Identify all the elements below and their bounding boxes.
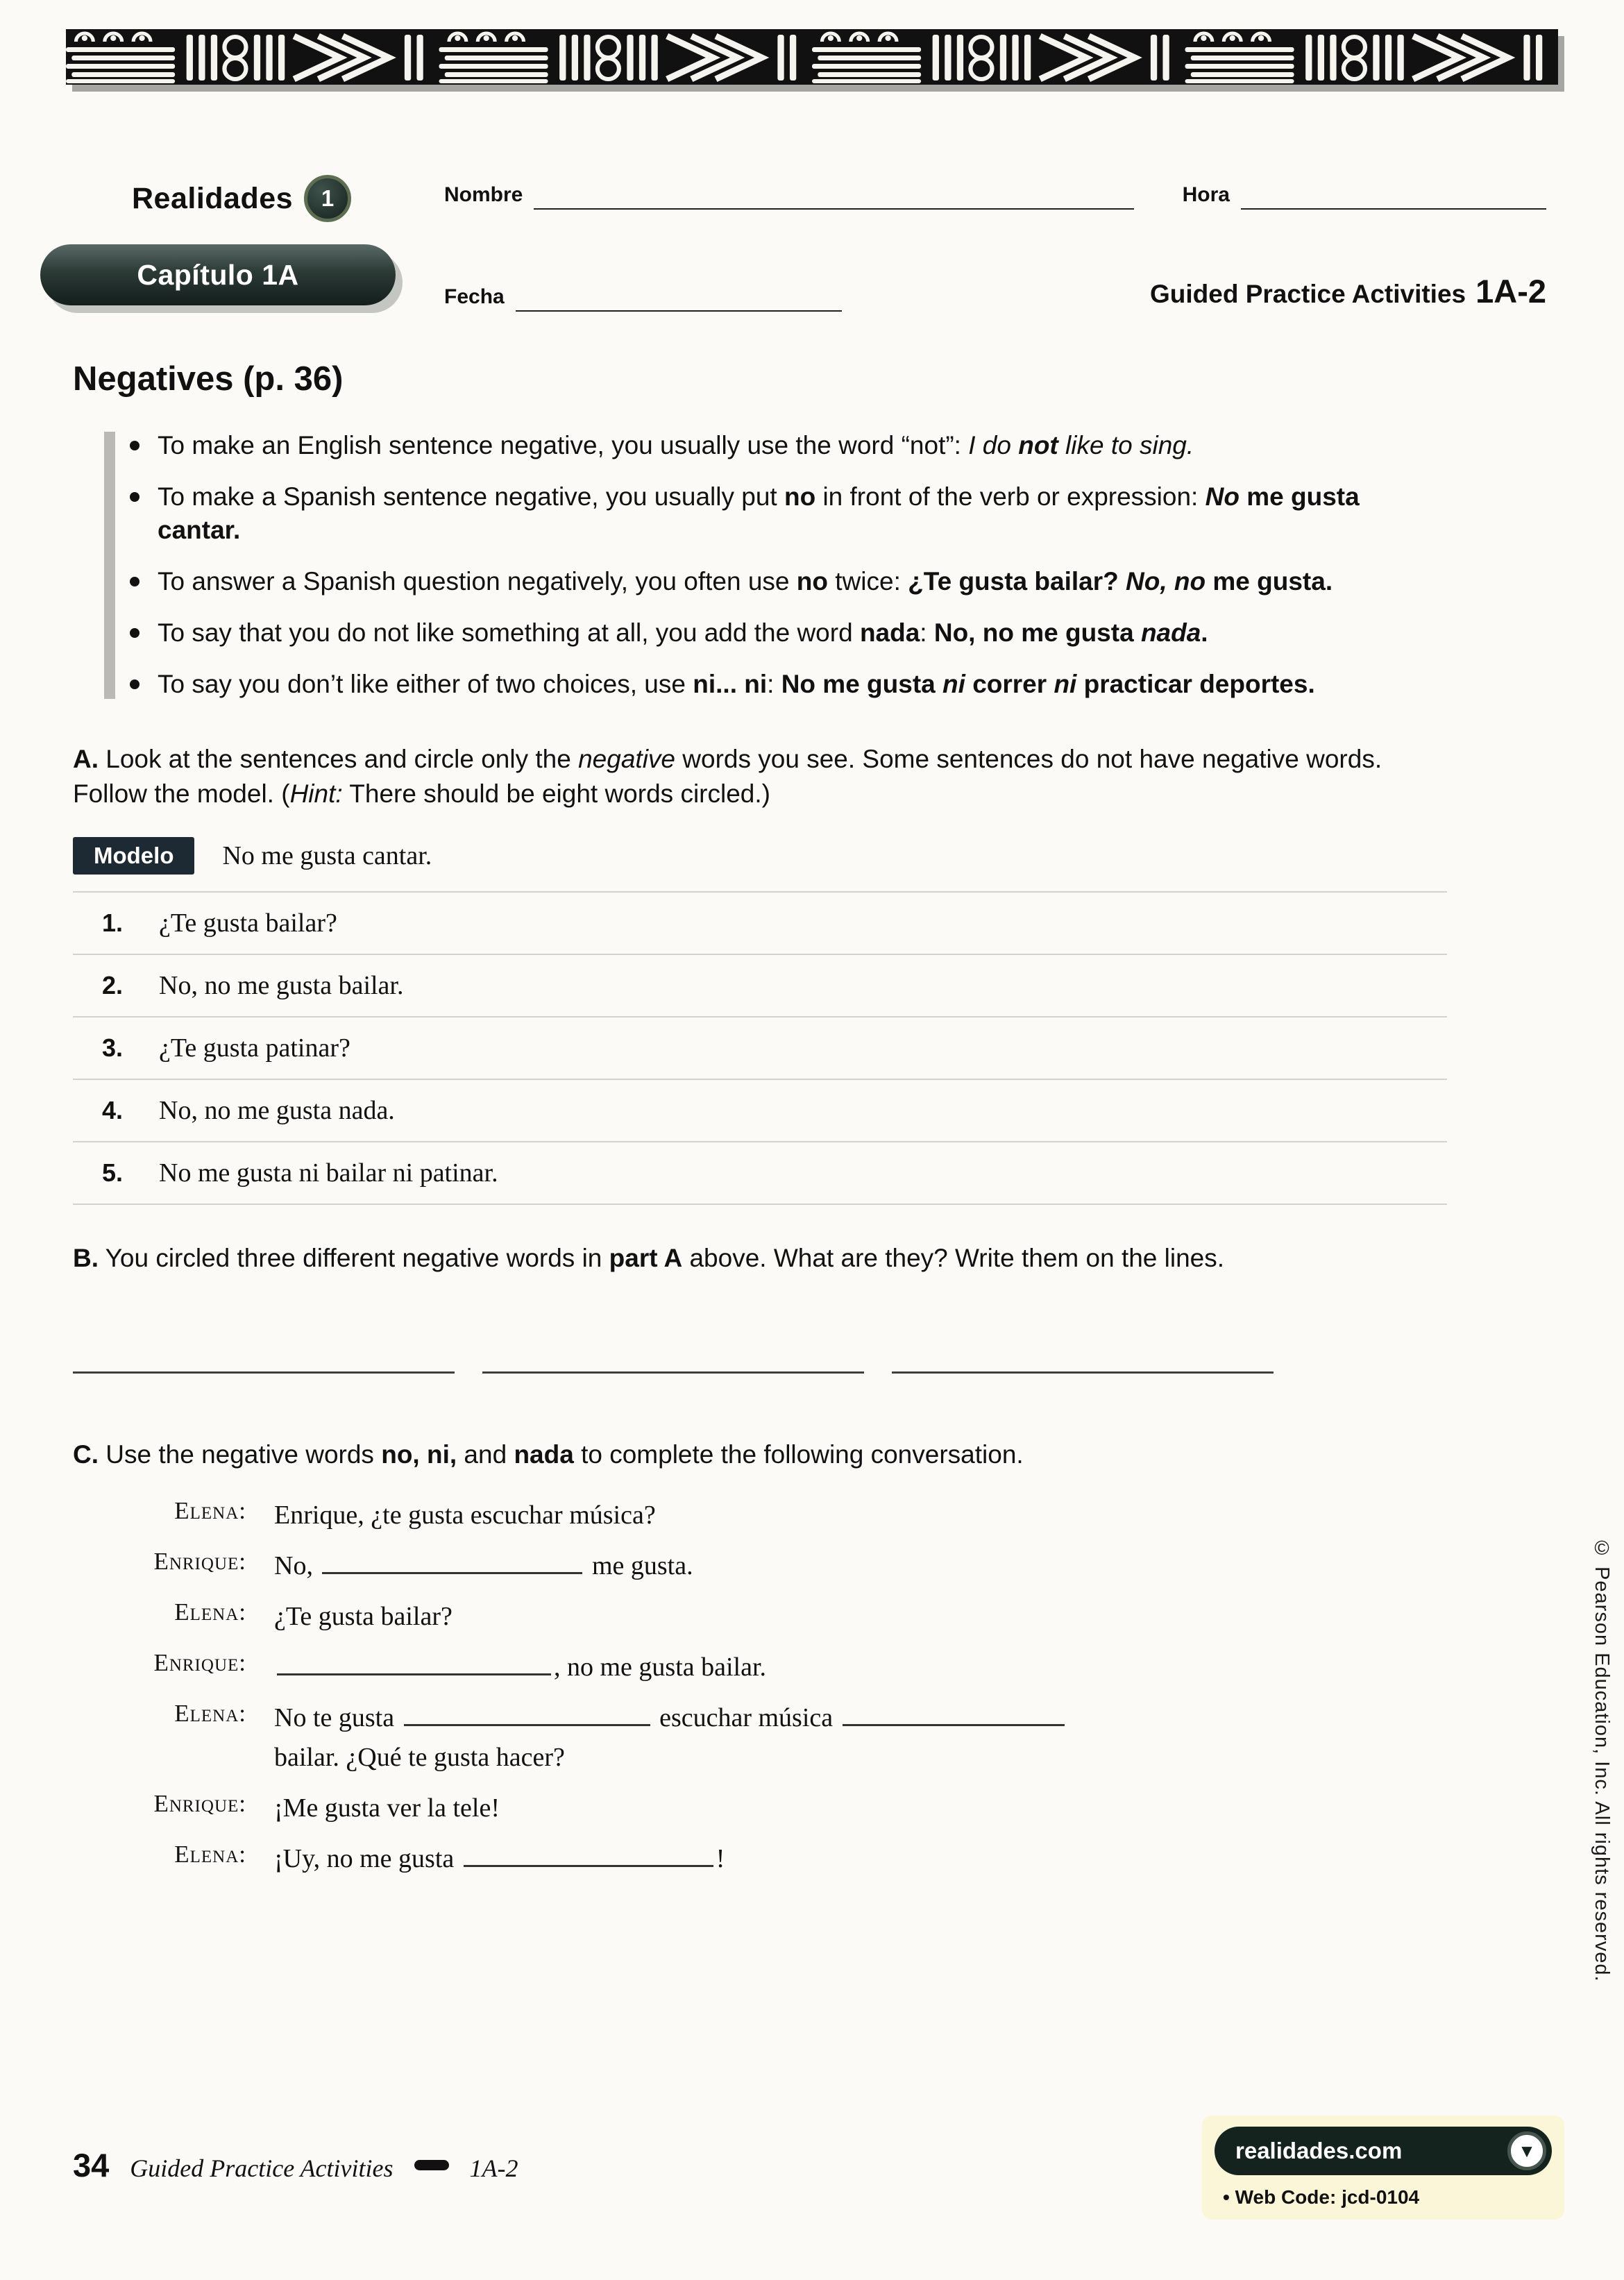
web-code: • Web Code: jcd-0104: [1223, 2186, 1420, 2208]
item-sentence: No, no me gusta nada.: [159, 1096, 395, 1126]
write-in-blank: [464, 1843, 713, 1867]
fecha-write-line: [516, 284, 842, 312]
dialogue-line: , no me gusta bailar.: [274, 1648, 766, 1687]
item-number: 5.: [102, 1158, 124, 1188]
item-sentence: ¿Te gusta bailar?: [159, 909, 337, 938]
site-url: realidades.com: [1235, 2138, 1403, 2163]
exercise-a-list: [73, 891, 1447, 1205]
answer-write-line: [892, 1351, 1274, 1374]
exercise-item: [73, 893, 1447, 955]
speaker-label: Enrique:: [153, 1790, 246, 1818]
dialogue-line: Enrique, ¿te gusta escuchar música?: [274, 1501, 656, 1530]
grammar-note: To make an English sentence negative, you usually use the word “not”: I do not like to sing.: [158, 429, 1400, 462]
down-arrow-icon: ▼: [1507, 2131, 1546, 2170]
brand-level-badge: 1: [304, 175, 351, 222]
notes-side-bar: [104, 432, 115, 699]
nombre-label: Nombre: [444, 183, 523, 206]
dialogue-line: No, me gusta.: [274, 1546, 693, 1586]
write-in-blank: [404, 1702, 650, 1726]
answer-write-line: [482, 1351, 864, 1374]
realidades-site-badge: [1215, 2127, 1552, 2175]
footer-worksheet-code: 1A-2: [469, 2154, 518, 2182]
dialogue-row: [73, 1546, 1548, 1586]
answer-lines: [73, 1351, 1274, 1374]
write-in-blank: [843, 1702, 1065, 1726]
dialogue-line: No te gusta escuchar música bailar. ¿Qué te gusta hacer?: [274, 1698, 1067, 1777]
hora-label: Hora: [1182, 183, 1230, 206]
worksheet-id: [1150, 272, 1546, 312]
item-number: 3.: [102, 1033, 124, 1063]
page-number: 34: [73, 2147, 110, 2184]
footer-dash-icon: [414, 2160, 449, 2170]
dialogue-line: ¡Me gusta ver la tele!: [274, 1793, 500, 1823]
write-in-blank: [322, 1550, 582, 1574]
item-number: 2.: [102, 971, 124, 1000]
item-sentence: No me gusta ni bailar ni patinar.: [159, 1158, 498, 1188]
dialogue-row: [73, 1839, 1548, 1879]
item-number: 4.: [102, 1096, 124, 1125]
item-number: 1.: [102, 909, 124, 938]
speaker-label: Elena:: [174, 1841, 246, 1868]
item-sentence: No, no me gusta bailar.: [159, 971, 404, 1001]
worksheet-content: [73, 360, 1548, 1890]
exercise-item: [73, 1142, 1447, 1205]
copyright-sidebar: © Pearson Education, Inc. All rights reserved.: [1591, 1537, 1613, 1982]
speaker-label: Enrique:: [153, 1548, 246, 1576]
modelo-badge: Modelo: [73, 837, 194, 875]
web-resource-box: [1202, 2116, 1564, 2220]
speaker-label: Elena:: [174, 1598, 246, 1626]
exercise-item: [73, 1080, 1447, 1142]
section-c: [73, 1437, 1548, 1879]
section-a-instructions: A. Look at the sentences and circle only the negative words you see. Some sentences do not have negative words. Follow the model. (Hint: There should be eight words circled.): [73, 744, 1382, 808]
grammar-note: To make a Spanish sentence negative, you usually put no in front of the verb or expression: No me gusta cantar.: [158, 480, 1400, 547]
section-c-instructions: C. Use the negative words no, ni, and nada to complete the following conversation.: [73, 1440, 1024, 1469]
hora-write-line: [1241, 182, 1546, 210]
worksheet-code: 1A-2: [1475, 273, 1546, 310]
dialogue-row: [73, 1789, 1548, 1828]
dialogue-row: [73, 1496, 1548, 1535]
grammar-notes: [73, 429, 1548, 702]
speaker-label: Elena:: [174, 1497, 246, 1525]
dialogue-row: [73, 1597, 1548, 1637]
modelo-row: [73, 837, 1548, 875]
modelo-example: No me gusta cantar.: [222, 841, 432, 871]
conversation: [73, 1496, 1548, 1879]
section-a: [73, 742, 1548, 1206]
header-row-fecha: [444, 272, 1546, 312]
exercise-item: [73, 955, 1447, 1017]
grammar-note: To say that you do not like something at all, you add the word nada: No, no me gusta nada.: [158, 616, 1400, 650]
fecha-label: Fecha: [444, 285, 505, 308]
speaker-label: Enrique:: [153, 1649, 246, 1677]
decorative-border-band: [66, 29, 1558, 85]
page-title: Negatives (p. 36): [73, 360, 344, 398]
section-b: [73, 1241, 1548, 1374]
page-footer: [73, 2146, 518, 2184]
footer-series-caption: Guided Practice Activities: [130, 2154, 394, 2182]
speaker-label: Elena:: [174, 1700, 246, 1728]
nombre-write-line: [534, 182, 1133, 210]
dialogue-line: ¿Te gusta bailar?: [274, 1602, 452, 1632]
dialogue-row: [73, 1698, 1548, 1777]
section-b-instructions: B. You circled three different negative words in part A above. What are they? Write them on the lines.: [73, 1244, 1225, 1273]
write-in-blank: [277, 1651, 551, 1675]
grammar-note: To say you don’t like either of two choices, use ni... ni: No me gusta ni correr ni practicar deportes.: [158, 668, 1400, 701]
exercise-item: [73, 1017, 1447, 1080]
worksheet-series-label: Guided Practice Activities: [1149, 280, 1466, 308]
header-row-nombre-hora: [444, 182, 1546, 210]
item-sentence: ¿Te gusta patinar?: [159, 1033, 350, 1063]
dialogue-line: ¡Uy, no me gusta !: [274, 1839, 725, 1879]
grammar-note: To answer a Spanish question negatively, you often use no twice: ¿Te gusta bailar? No, no me gusta.: [158, 565, 1400, 598]
brand-logo: [132, 175, 351, 222]
chapter-badge: Capítulo 1A: [40, 244, 396, 305]
dialogue-row: [73, 1648, 1548, 1687]
brand-name: Realidades: [132, 181, 294, 215]
answer-write-line: [73, 1351, 455, 1374]
